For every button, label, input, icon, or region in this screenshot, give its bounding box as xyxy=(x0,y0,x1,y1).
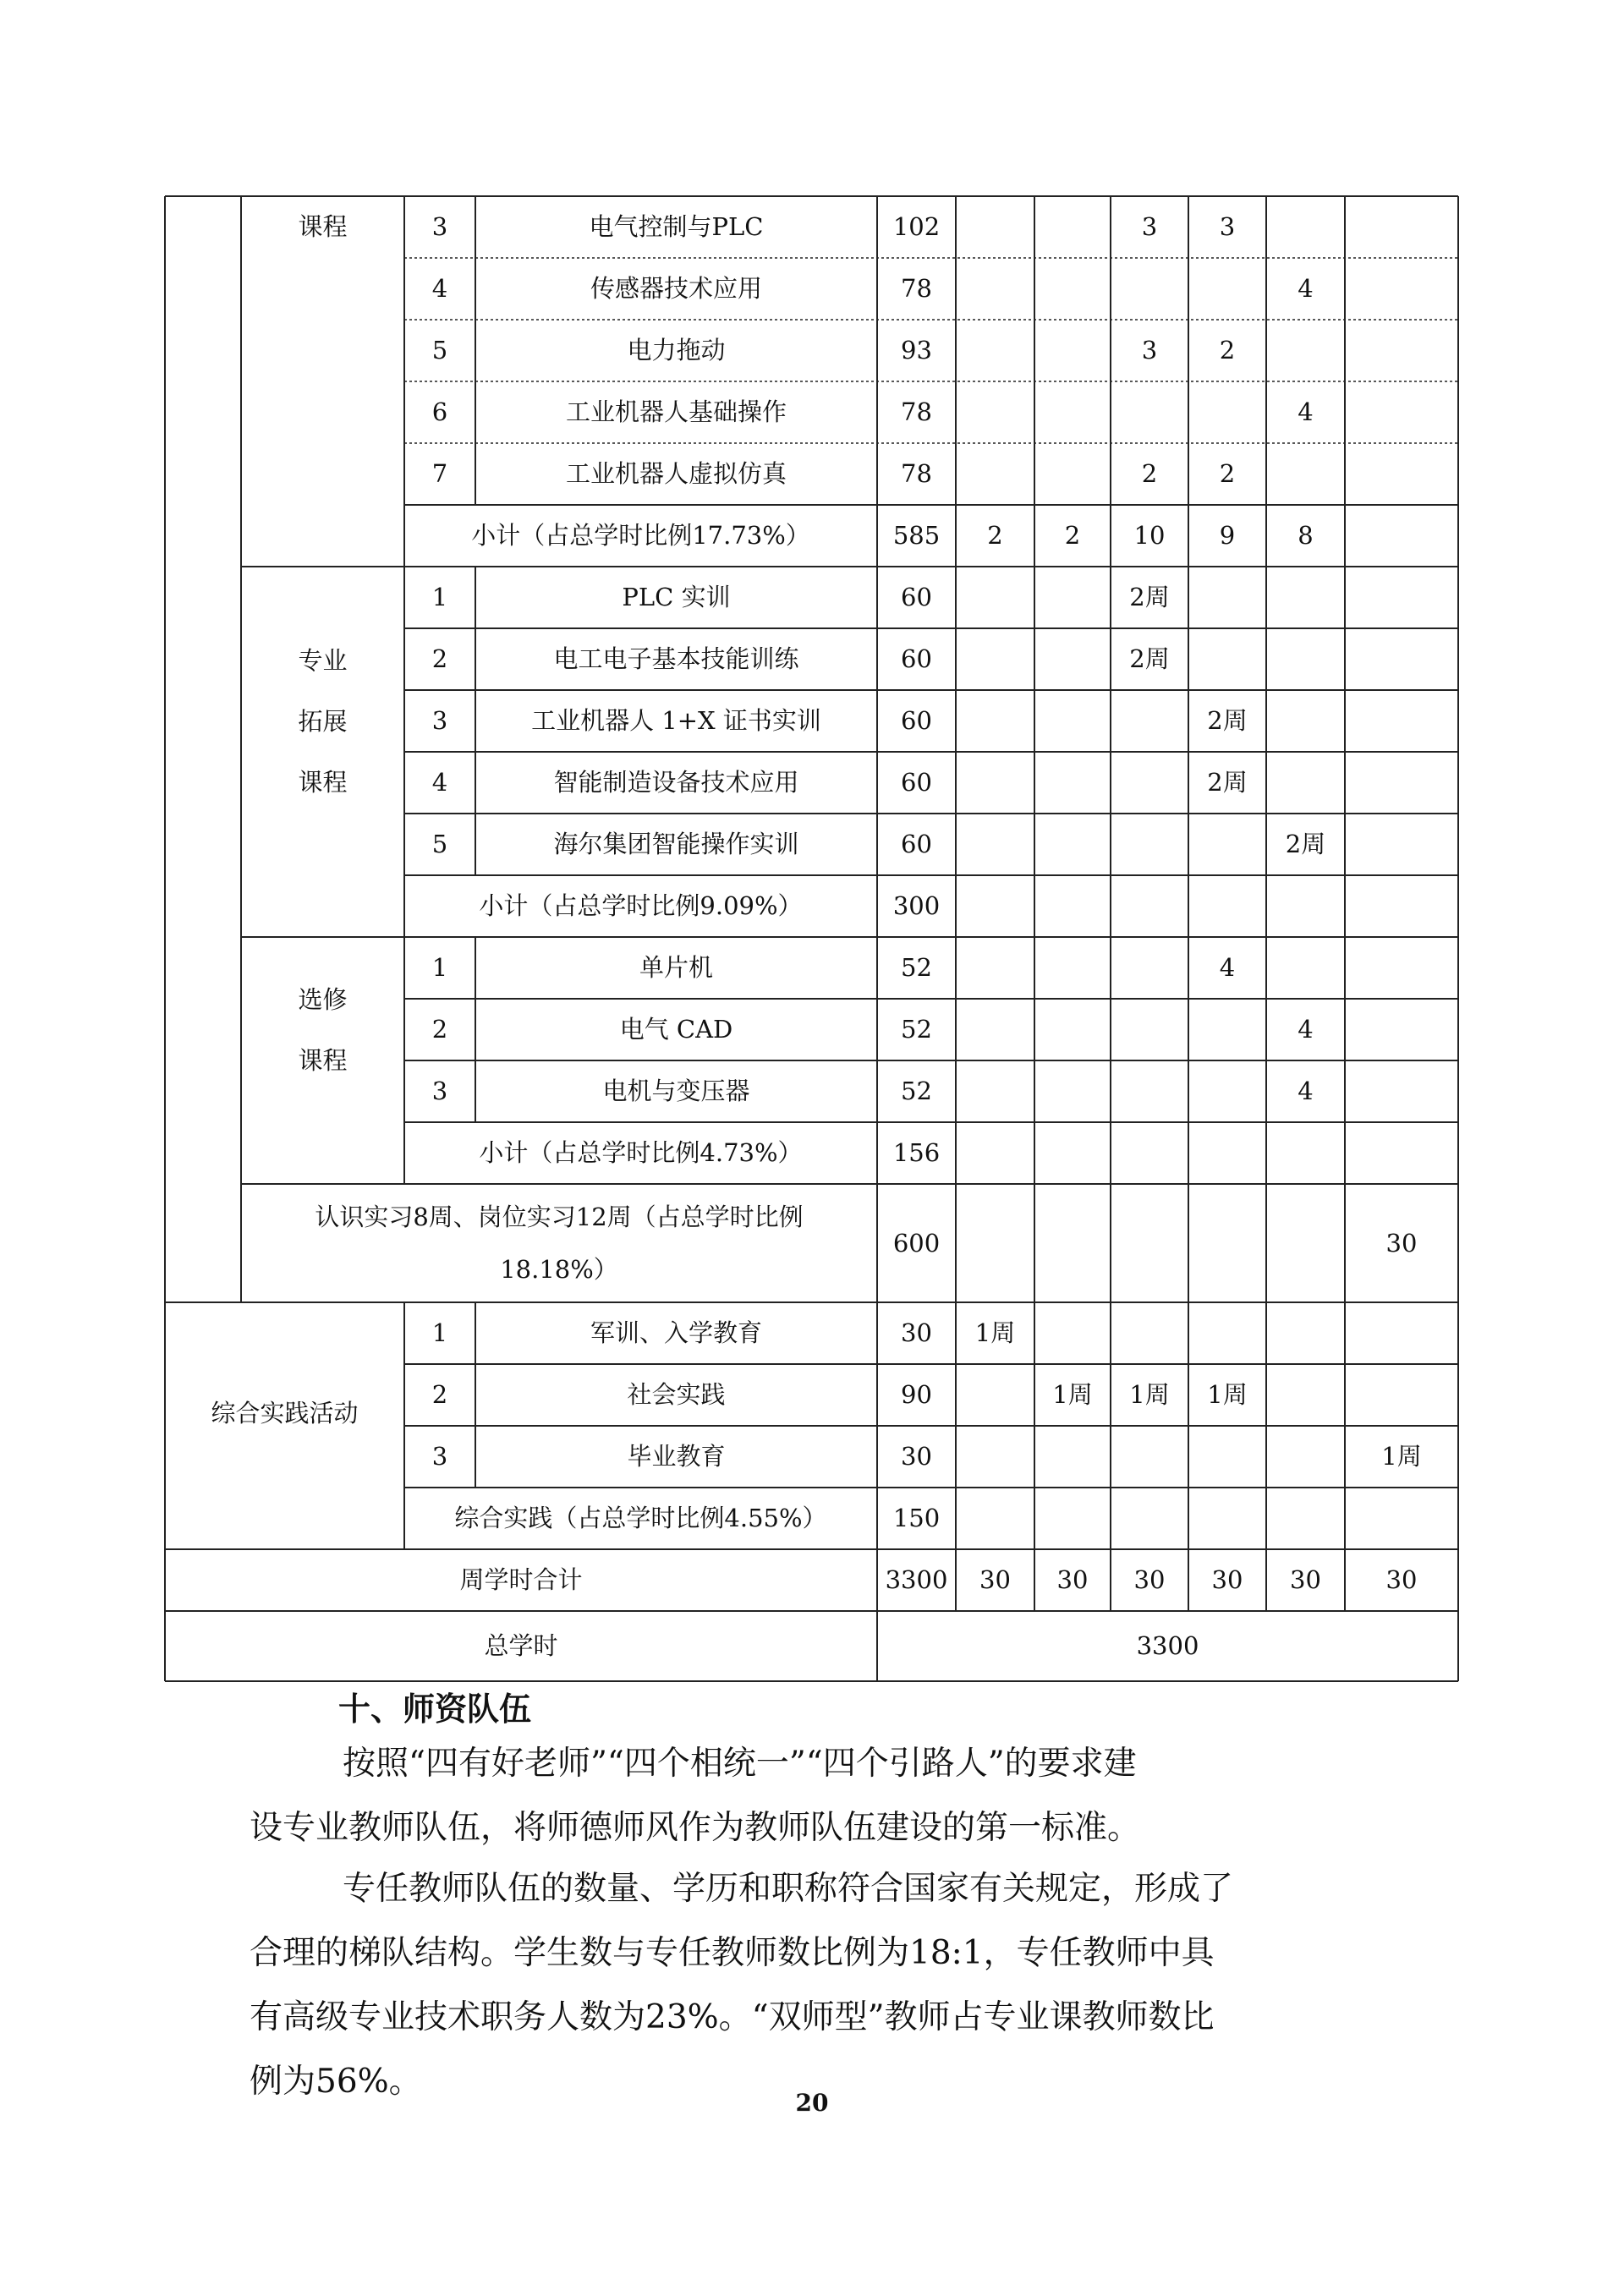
total-hours: 60 xyxy=(901,644,932,674)
semester-hours: 30 xyxy=(1056,1565,1089,1595)
semester-hours: 2 xyxy=(1219,459,1236,489)
paragraph-line: 专任教师队伍的数量、学历和职称符合国家有关规定，形成了 xyxy=(343,1870,1234,1908)
grand-total-label: 总学时 xyxy=(484,1631,558,1661)
semester-hours: 30 xyxy=(979,1565,1011,1595)
row-number: 1 xyxy=(431,583,448,612)
total-hours: 60 xyxy=(901,768,932,797)
course-name: 军训、入学教育 xyxy=(590,1318,762,1348)
row-number: 1 xyxy=(431,953,448,983)
course-name: 智能制造设备技术应用 xyxy=(553,768,799,797)
total-hours: 78 xyxy=(901,397,932,427)
course-name: PLC 实训 xyxy=(622,583,731,612)
weekly-total-hours: 3300 xyxy=(885,1565,948,1595)
semester-hours: 4 xyxy=(1298,1015,1314,1044)
course-name: 电工电子基本技能训练 xyxy=(553,644,799,674)
total-hours: 90 xyxy=(901,1380,932,1410)
semester-hours: 1周 xyxy=(1129,1380,1170,1410)
paragraph-1 xyxy=(250,1732,1400,1860)
total-hours: 78 xyxy=(901,459,932,489)
paragraph-2 xyxy=(250,1857,1400,2114)
paragraph-line: 例为56%。 xyxy=(250,2063,422,2101)
total-hours: 300 xyxy=(892,891,941,921)
subtotal-label: 小计（占总学时比例9.09%） xyxy=(479,891,803,921)
semester-hours: 2周 xyxy=(1207,768,1248,797)
semester-hours: 9 xyxy=(1219,521,1236,551)
semester-hours: 1周 xyxy=(1381,1442,1422,1471)
semester-hours: 10 xyxy=(1133,521,1166,551)
semester-hours: 3 xyxy=(1141,212,1158,242)
semester-hours: 2周 xyxy=(1129,644,1170,674)
category-label: 综合实践活动 xyxy=(211,1398,359,1427)
total-hours: 30 xyxy=(901,1442,932,1471)
total-hours: 93 xyxy=(901,336,932,365)
semester-hours: 30 xyxy=(1385,1565,1418,1595)
paragraph-line: 有高级专业技术职务人数为23%。“双师型”教师占专业课教师数比 xyxy=(250,1998,1215,2036)
course-name: 工业机器人基础操作 xyxy=(565,397,787,427)
total-hours: 60 xyxy=(901,706,932,736)
total-hours: 78 xyxy=(901,274,932,304)
course-name: 海尔集团智能操作实训 xyxy=(553,830,799,859)
total-hours: 30 xyxy=(901,1318,932,1348)
course-name: 电机与变压器 xyxy=(602,1077,750,1106)
semester-hours: 4 xyxy=(1298,397,1314,427)
course-name: 电气控制与PLC xyxy=(589,212,764,242)
subtotal-label: 小计（占总学时比例17.73%） xyxy=(471,521,810,551)
weekly-total-label: 周学时合计 xyxy=(459,1565,583,1595)
row-number: 4 xyxy=(431,768,448,797)
total-hours: 52 xyxy=(901,953,932,983)
section-heading: 十、师资队伍 xyxy=(338,1690,532,1728)
course-name: 工业机器人虚拟仿真 xyxy=(565,459,787,489)
subtotal-label: 综合实践（占总学时比例4.55%） xyxy=(454,1504,827,1533)
row-number: 3 xyxy=(431,212,448,242)
semester-hours: 2 xyxy=(1064,521,1081,551)
semester-hours: 4 xyxy=(1298,1077,1314,1106)
total-hours: 102 xyxy=(892,212,941,242)
semester-hours: 2 xyxy=(1219,336,1236,365)
semester-hours: 4 xyxy=(1298,274,1314,304)
subtotal-label: 小计（占总学时比例4.73%） xyxy=(479,1138,803,1168)
paragraph-line: 合理的梯队结构。学生数与专任教师数比例为18:1，专任教师中具 xyxy=(250,1934,1215,1972)
semester-hours: 2周 xyxy=(1285,830,1326,859)
semester-hours: 8 xyxy=(1298,521,1314,551)
course-name: 电力拖动 xyxy=(627,336,726,365)
total-hours: 52 xyxy=(901,1077,932,1106)
semester-hours: 3 xyxy=(1219,212,1236,242)
row-number: 5 xyxy=(431,830,448,859)
semester-hours: 1周 xyxy=(1207,1380,1248,1410)
semester-hours: 1周 xyxy=(974,1318,1016,1348)
semester-hours: 2 xyxy=(1141,459,1158,489)
total-hours: 600 xyxy=(892,1228,941,1258)
semester-hours: 30 xyxy=(1211,1565,1243,1595)
semester-hours: 2周 xyxy=(1129,583,1170,612)
grand-total-value: 3300 xyxy=(1136,1631,1199,1661)
course-name: 社会实践 xyxy=(627,1380,726,1410)
course-name: 毕业教育 xyxy=(627,1442,726,1471)
page-number: 20 xyxy=(795,2089,829,2117)
row-number: 7 xyxy=(431,459,448,489)
semester-hours: 30 xyxy=(1290,1565,1321,1595)
row-number: 5 xyxy=(431,336,448,365)
semester-hours: 30 xyxy=(1385,1228,1418,1258)
semester-hours: 4 xyxy=(1219,953,1236,983)
row-number: 2 xyxy=(431,1015,448,1044)
row-number: 1 xyxy=(431,1318,448,1348)
row-number: 3 xyxy=(431,1442,448,1471)
row-number: 2 xyxy=(431,1380,448,1410)
course-name: 电气 CAD xyxy=(619,1015,733,1044)
course-name: 工业机器人 1+X 证书实训 xyxy=(531,706,821,736)
total-hours: 585 xyxy=(892,521,941,551)
row-number: 4 xyxy=(431,274,448,304)
semester-hours: 3 xyxy=(1141,336,1158,365)
semester-hours: 30 xyxy=(1133,1565,1166,1595)
total-hours: 156 xyxy=(892,1138,941,1168)
category-label: 专业 拓展 课程 xyxy=(298,645,348,797)
total-hours: 150 xyxy=(892,1504,941,1533)
course-name: 传感器技术应用 xyxy=(590,274,762,304)
semester-hours: 2 xyxy=(987,521,1003,551)
row-number: 2 xyxy=(431,644,448,674)
row-number: 3 xyxy=(431,1077,448,1106)
category-label: 选修 课程 xyxy=(298,984,348,1075)
semester-hours: 1周 xyxy=(1052,1380,1093,1410)
semester-hours: 2周 xyxy=(1207,706,1248,736)
paragraph-line: 设专业教师队伍，将师德师风作为教师队伍建设的第一标准。 xyxy=(250,1809,1141,1847)
total-hours: 60 xyxy=(901,830,932,859)
paragraph-line: 按照“四有好老师”“四个相统一”“四个引路人”的要求建 xyxy=(343,1745,1137,1783)
internship-label: 认识实习8周、岗位实习12周（占总学时比例 18.18%） xyxy=(315,1203,804,1284)
total-hours: 60 xyxy=(901,583,932,612)
total-hours: 52 xyxy=(901,1015,932,1044)
row-number: 3 xyxy=(431,706,448,736)
category-label: 课程 xyxy=(298,212,348,242)
course-name: 单片机 xyxy=(639,953,713,983)
row-number: 6 xyxy=(431,397,448,427)
